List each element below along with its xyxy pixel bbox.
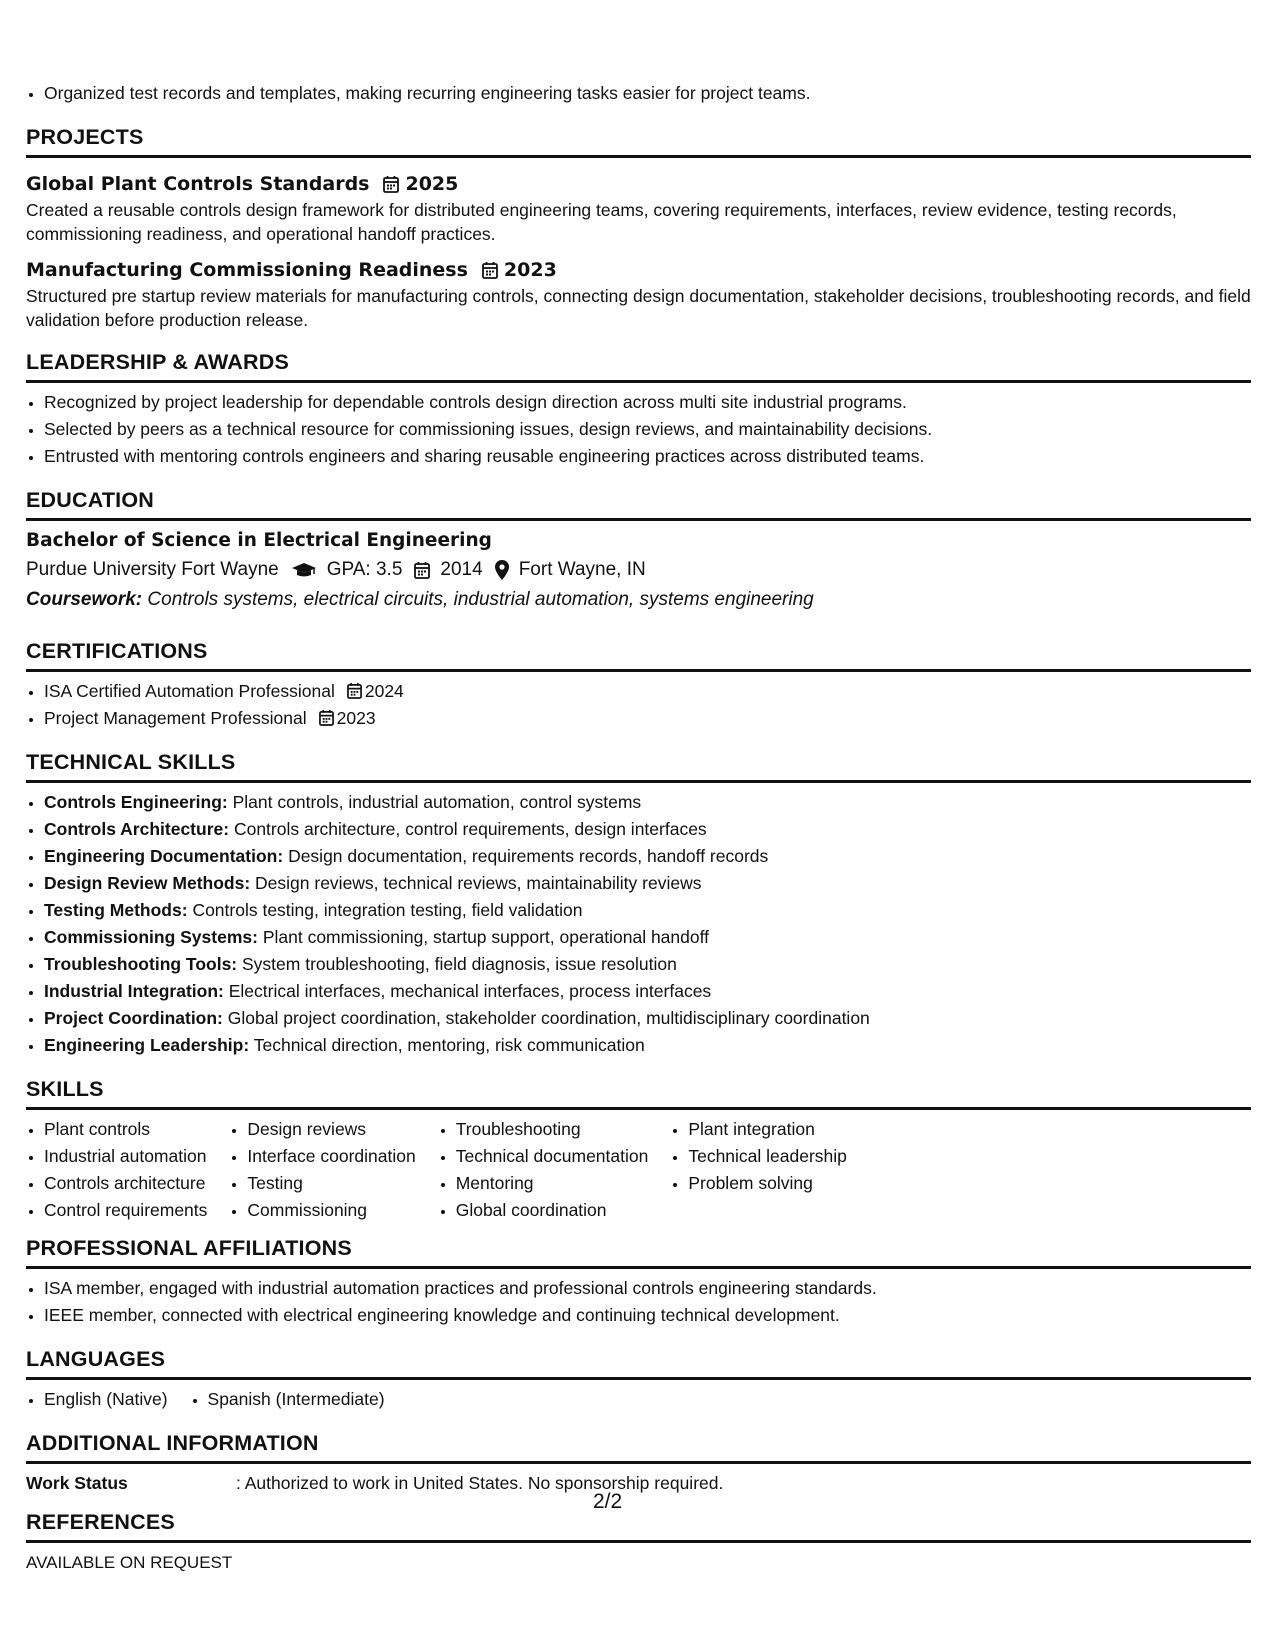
skill-item: • Mentoring	[456, 1170, 649, 1197]
calendar-icon	[482, 261, 498, 279]
leadership-list	[26, 383, 1251, 470]
skills-section	[26, 1075, 1251, 1224]
certification-year: 2023	[336, 708, 376, 728]
section-title-references: REFERENCES	[26, 1508, 1251, 1543]
skill-item: • Problem solving	[688, 1170, 847, 1197]
certification-name: Project Management Professional	[44, 708, 307, 728]
projects-section	[26, 123, 1251, 332]
technical-skill-item	[44, 951, 1251, 978]
work-status-value: : Authorized to work in United States. No sponsorship required.	[236, 1473, 724, 1493]
project-description: Structured pre startup review materials for manufacturing controls, connecting design documentation, stakeholder decisions, troubleshooting records, and field validation before production release.	[26, 286, 1251, 330]
skill-item: • Troubleshooting	[456, 1116, 649, 1143]
technical-skills-list	[26, 783, 1251, 1059]
list-item: • Recognized by project leadership for dependable controls design direction across multi site industrial programs.	[44, 389, 1251, 416]
list-item: • ISA member, engaged with industrial automation practices and professional controls engineering standards.	[44, 1275, 1251, 1302]
project-title	[26, 256, 1251, 284]
skills-column	[438, 1116, 649, 1224]
skill-item: • Interface coordination	[247, 1143, 415, 1170]
certification-name: ISA Certified Automation Professional	[44, 681, 335, 701]
technical-skills-section	[26, 748, 1251, 1059]
skill-value: Global project coordination, stakeholder coordination, multidisciplinary coordination	[227, 1008, 870, 1028]
technical-skill-item	[44, 1032, 1251, 1059]
skill-label: Project Coordination:	[44, 1008, 223, 1028]
project-name: Global Plant Controls Standards	[26, 173, 370, 195]
section-title-leadership: LEADERSHIP & AWARDS	[26, 348, 1251, 383]
section-title-additional-info: ADDITIONAL INFORMATION	[26, 1429, 1251, 1464]
references-section	[26, 1508, 1251, 1575]
section-title-technical-skills: TECHNICAL SKILLS	[26, 748, 1251, 783]
skill-item: • Technical documentation	[456, 1143, 649, 1170]
section-title-education: EDUCATION	[26, 486, 1251, 521]
skill-value: Technical direction, mentoring, risk communication	[253, 1035, 645, 1055]
school-location: Fort Wayne, IN	[518, 559, 646, 580]
skill-value: Plant controls, industrial automation, control systems	[232, 792, 642, 812]
skill-label: Testing Methods:	[44, 900, 188, 920]
skill-value: Plant commissioning, startup support, operational handoff	[262, 927, 710, 947]
section-title-languages: LANGUAGES	[26, 1345, 1251, 1380]
references-text: AVAILABLE ON REQUEST	[26, 1553, 233, 1572]
skill-item: • Plant integration	[688, 1116, 847, 1143]
skill-item: • Commissioning	[247, 1197, 415, 1224]
resume-page	[26, 0, 1251, 1575]
technical-skill-item	[44, 843, 1251, 870]
project-description: Created a reusable controls design framework for distributed engineering teams, covering requirements, interfaces, review evidence, testing records, commissioning readiness, and operational handoff practices.	[26, 200, 1177, 244]
skill-label: Industrial Integration:	[44, 981, 224, 1001]
skills-column	[229, 1116, 415, 1224]
skill-item: • Global coordination	[456, 1197, 649, 1224]
certifications-section	[26, 637, 1251, 732]
skill-value: Controls architecture, control requirements, design interfaces	[233, 819, 707, 839]
skill-item: • Testing	[247, 1170, 415, 1197]
certification-item	[44, 678, 1251, 705]
project-title	[26, 170, 1251, 198]
technical-skill-item	[44, 897, 1251, 924]
skills-column	[670, 1116, 847, 1224]
education-section	[26, 486, 1251, 615]
section-title-certifications: CERTIFICATIONS	[26, 637, 1251, 672]
experience-bullets-continued	[26, 0, 1251, 107]
project-year: 2025	[405, 173, 459, 195]
work-status-label: Work Status	[26, 1473, 128, 1493]
skills-column	[26, 1116, 207, 1224]
degree: Bachelor of Science in Electrical Engineering	[26, 530, 492, 551]
skill-item: • Design reviews	[247, 1116, 415, 1143]
list-item: • Selected by peers as a technical resource for commissioning issues, design reviews, and maintainability decisions.	[44, 416, 1251, 443]
skill-item: • Plant controls	[44, 1116, 207, 1143]
affiliations-section	[26, 1234, 1251, 1329]
languages-section	[26, 1345, 1251, 1413]
additional-info-section	[26, 1429, 1251, 1496]
technical-skill-item	[44, 1005, 1251, 1032]
education-details	[26, 555, 1251, 585]
gpa: GPA: 3.5	[326, 559, 403, 580]
list-item: • IEEE member, connected with electrical engineering knowledge and continuing technical development.	[44, 1302, 1251, 1329]
coursework-text: Controls systems, electrical circuits, industrial automation, systems engineering	[147, 589, 814, 610]
calendar-icon	[347, 682, 362, 699]
skill-value: Design reviews, technical reviews, maintainability reviews	[255, 873, 702, 893]
leadership-section	[26, 348, 1251, 470]
skill-item: • Industrial automation	[44, 1143, 207, 1170]
calendar-icon	[319, 709, 334, 726]
calendar-icon	[414, 561, 430, 579]
experience-bullet: • Organized test records and templates, making recurring engineering tasks easier for project teams.	[44, 80, 1251, 107]
graduation-year: 2014	[440, 559, 483, 580]
list-item: • Entrusted with mentoring controls engineers and sharing reusable engineering practices across distributed teams.	[44, 443, 1251, 470]
certification-year: 2024	[364, 681, 404, 701]
certification-item	[44, 705, 1251, 732]
skill-value: Design documentation, requirements records, handoff records	[288, 846, 769, 866]
skill-label: Design Review Methods:	[44, 873, 251, 893]
skills-grid	[26, 1110, 1251, 1224]
skill-value: Electrical interfaces, mechanical interfaces, process interfaces	[228, 981, 712, 1001]
location-pin-icon	[495, 560, 509, 580]
coursework-label: Coursework:	[26, 589, 143, 610]
skill-value: Controls testing, integration testing, field validation	[192, 900, 583, 920]
skill-item: • Control requirements	[44, 1197, 207, 1224]
coursework	[26, 585, 1251, 615]
technical-skill-item	[44, 789, 1251, 816]
technical-skill-item	[44, 978, 1251, 1005]
skill-item: • Controls architecture	[44, 1170, 207, 1197]
skill-label: Controls Architecture:	[44, 819, 230, 839]
languages-list	[26, 1380, 1251, 1413]
project-year: 2023	[503, 259, 557, 281]
skill-label: Troubleshooting Tools:	[44, 954, 238, 974]
skill-label: Engineering Leadership:	[44, 1035, 250, 1055]
section-title-skills: SKILLS	[26, 1075, 1251, 1110]
project-name: Manufacturing Commissioning Readiness	[26, 259, 468, 281]
page-number: 2/2	[593, 1490, 623, 1513]
technical-skill-item	[44, 924, 1251, 951]
calendar-icon	[383, 175, 399, 193]
school-name: Purdue University Fort Wayne	[26, 559, 279, 580]
affiliations-list	[26, 1269, 1251, 1329]
language-item: • Spanish (Intermediate)	[208, 1386, 385, 1413]
certifications-list	[26, 672, 1251, 732]
graduation-cap-icon	[291, 561, 317, 579]
skill-item: • Technical leadership	[688, 1143, 847, 1170]
section-title-affiliations: PROFESSIONAL AFFILIATIONS	[26, 1234, 1251, 1269]
language-item: • English (Native)	[44, 1386, 168, 1413]
work-status-row	[26, 1464, 1251, 1496]
skill-value: System troubleshooting, field diagnosis, issue resolution	[242, 954, 677, 974]
section-title-projects: PROJECTS	[26, 123, 1251, 158]
skill-label: Controls Engineering:	[44, 792, 228, 812]
technical-skill-item	[44, 870, 1251, 897]
skill-label: Engineering Documentation:	[44, 846, 284, 866]
technical-skill-item	[44, 816, 1251, 843]
skill-label: Commissioning Systems:	[44, 927, 258, 947]
